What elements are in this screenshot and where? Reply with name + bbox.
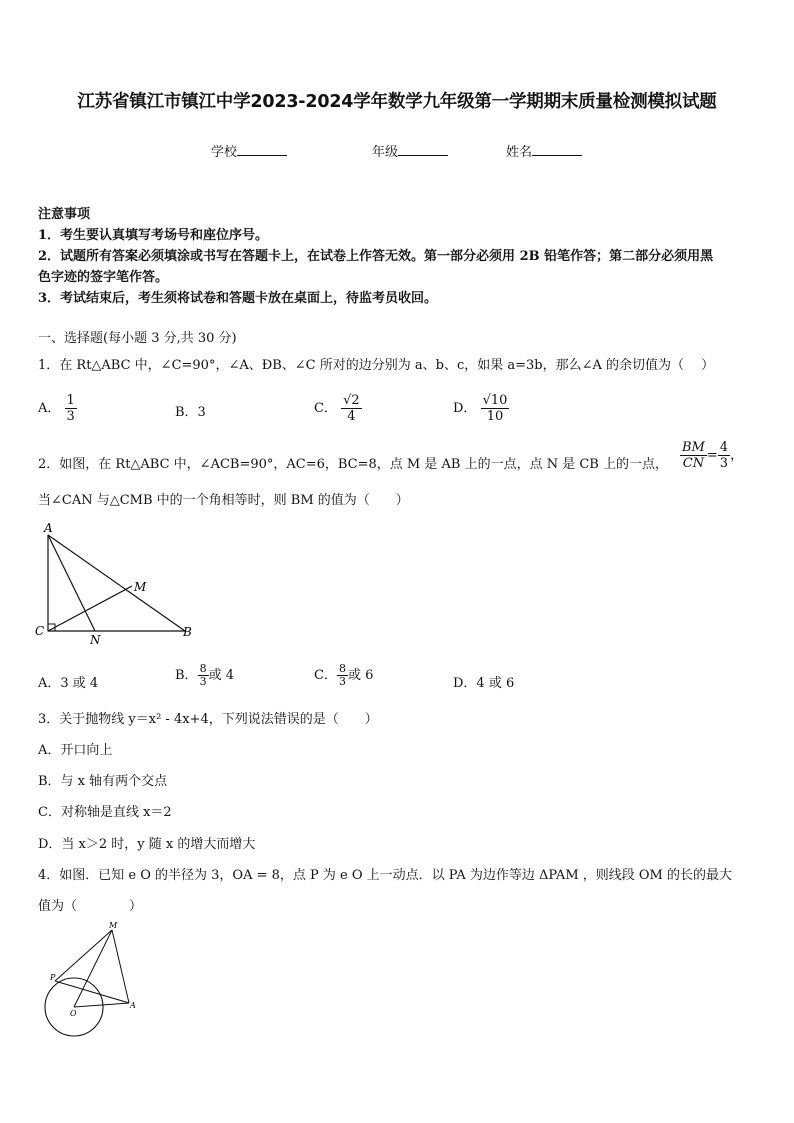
numerator: 4 xyxy=(719,440,729,455)
option-tail: 或 6 xyxy=(347,668,374,683)
label-c: C xyxy=(35,624,45,638)
numerator: 8 xyxy=(338,662,346,675)
fraction xyxy=(337,663,348,688)
name-blank xyxy=(532,143,582,156)
q3-option-d: D．当 x＞2 时，y 随 x 的增大而增大 xyxy=(38,837,256,852)
q2-option-b xyxy=(175,663,234,688)
option-label: D． xyxy=(453,401,477,416)
q4-stem-line1: 4．如图．已知 e O 的半径为 3，OA = 8，点 P 为 e O 上一动点．以 PA 为边作等边 ΔPAM ，则线段 OM 的长的最大 xyxy=(38,868,733,883)
segment-cm xyxy=(48,586,132,631)
q1-option-d xyxy=(453,393,509,424)
q2-stem-line2: 当∠CAN 与△CMB 中的一个角相等时，则 BM 的值为（ ） xyxy=(38,493,409,508)
name-label: 姓名 xyxy=(506,145,533,160)
equals-sign: = xyxy=(706,448,718,463)
section-heading: 一、选择题(每小题 3 分,共 30 分) xyxy=(38,331,237,346)
segment-oa xyxy=(74,1003,129,1007)
school-blank xyxy=(237,143,287,156)
segment-an xyxy=(48,535,95,631)
school-field xyxy=(211,141,287,160)
label-a: A xyxy=(130,1001,136,1010)
q4-stem-line2: 值为（ ） xyxy=(38,899,143,914)
q1-option-a xyxy=(38,393,77,424)
q2-ratio xyxy=(680,440,743,471)
segment-mp xyxy=(55,930,112,981)
fraction xyxy=(680,440,707,471)
segment-om xyxy=(74,930,112,1007)
fraction xyxy=(481,393,510,424)
q3-option-b: B．与 x 轴有两个交点 xyxy=(38,774,168,789)
notice-heading: 注意事项 xyxy=(38,207,91,222)
numerator: 1 xyxy=(66,393,75,408)
q3-option-a: A．开口向上 xyxy=(38,743,113,758)
q3-stem: 3．关于抛物线 y＝x² - 4x+4，下列说法错误的是（ ） xyxy=(38,712,378,727)
denominator: 4 xyxy=(347,409,356,424)
denominator: CN xyxy=(682,456,705,471)
label-a: A xyxy=(44,521,53,535)
q1-option-b: B．3 xyxy=(175,405,206,420)
q2-option-d: D．4 或 6 xyxy=(453,676,515,691)
option-label: A． xyxy=(38,401,61,416)
q3-option-c: C．对称轴是直线 x＝2 xyxy=(38,805,172,820)
numerator: 8 xyxy=(199,662,207,675)
denominator: 3 xyxy=(66,409,75,424)
label-o: O xyxy=(70,1009,77,1018)
numerator: BM xyxy=(682,440,705,455)
denominator: 3 xyxy=(338,675,346,688)
notice-item: 色字迹的签字笔作答。 xyxy=(38,270,169,285)
page-title: 江苏省镇江市镇江中学2023-2024学年数学九年级第一学期期末质量检测模拟试题 xyxy=(77,92,717,112)
name-field xyxy=(506,141,582,160)
numerator: √10 xyxy=(482,393,508,408)
denominator: 3 xyxy=(199,675,207,688)
side-ab xyxy=(48,535,185,631)
grade-label: 年级 xyxy=(372,145,399,160)
numerator: √2 xyxy=(343,393,360,408)
segment-ma xyxy=(112,930,129,1003)
q4-circle-figure xyxy=(34,918,144,1038)
q2-option-a: A．3 或 4 xyxy=(38,676,99,691)
label-m: M xyxy=(109,921,118,930)
notice-item: 3．考试结束后，考生须将试卷和答题卡放在桌面上，待监考员收回。 xyxy=(38,291,438,306)
label-p: P xyxy=(50,973,56,982)
comma: ， xyxy=(730,448,744,463)
q1-option-c xyxy=(314,393,362,424)
fraction xyxy=(718,440,730,471)
q2-triangle-figure xyxy=(30,520,200,650)
grade-blank xyxy=(398,143,448,156)
label-m: M xyxy=(134,580,147,594)
option-label: C． xyxy=(314,668,337,683)
option-label: C． xyxy=(314,401,337,416)
label-b: B xyxy=(183,625,192,639)
label-n: N xyxy=(90,633,101,647)
notice-item: 1．考生要认真填写考场号和座位序号。 xyxy=(38,228,269,243)
fraction xyxy=(65,393,77,424)
notice-item: 2．试题所有答案必须填涂或书写在答题卡上，在试卷上作答无效。第一部分必须用 2B 铅笔作答；第二部分必须用黑 xyxy=(38,249,714,264)
grade-field xyxy=(372,141,448,160)
option-tail: 或 4 xyxy=(208,668,234,683)
denominator: 10 xyxy=(486,409,504,424)
fraction xyxy=(341,393,362,424)
fraction xyxy=(198,663,209,688)
option-label: B． xyxy=(175,668,198,683)
denominator: 3 xyxy=(719,456,729,471)
q2-option-c xyxy=(314,663,373,688)
q2-stem-line1: 2．如图，在 Rt△ABC 中，∠ACB=90°，AC=6，BC=8，点 M 是 AB 上的一点，点 N 是 CB 上的一点， xyxy=(38,457,668,472)
q1-stem: 1．在 Rt△ABC 中，∠C=90°，∠A、ÐB、∠C 所对的边分别为 a、b、c，如果 a=3b，那么∠A 的余切值为（ ） xyxy=(38,358,715,373)
school-label: 学校 xyxy=(211,145,238,160)
